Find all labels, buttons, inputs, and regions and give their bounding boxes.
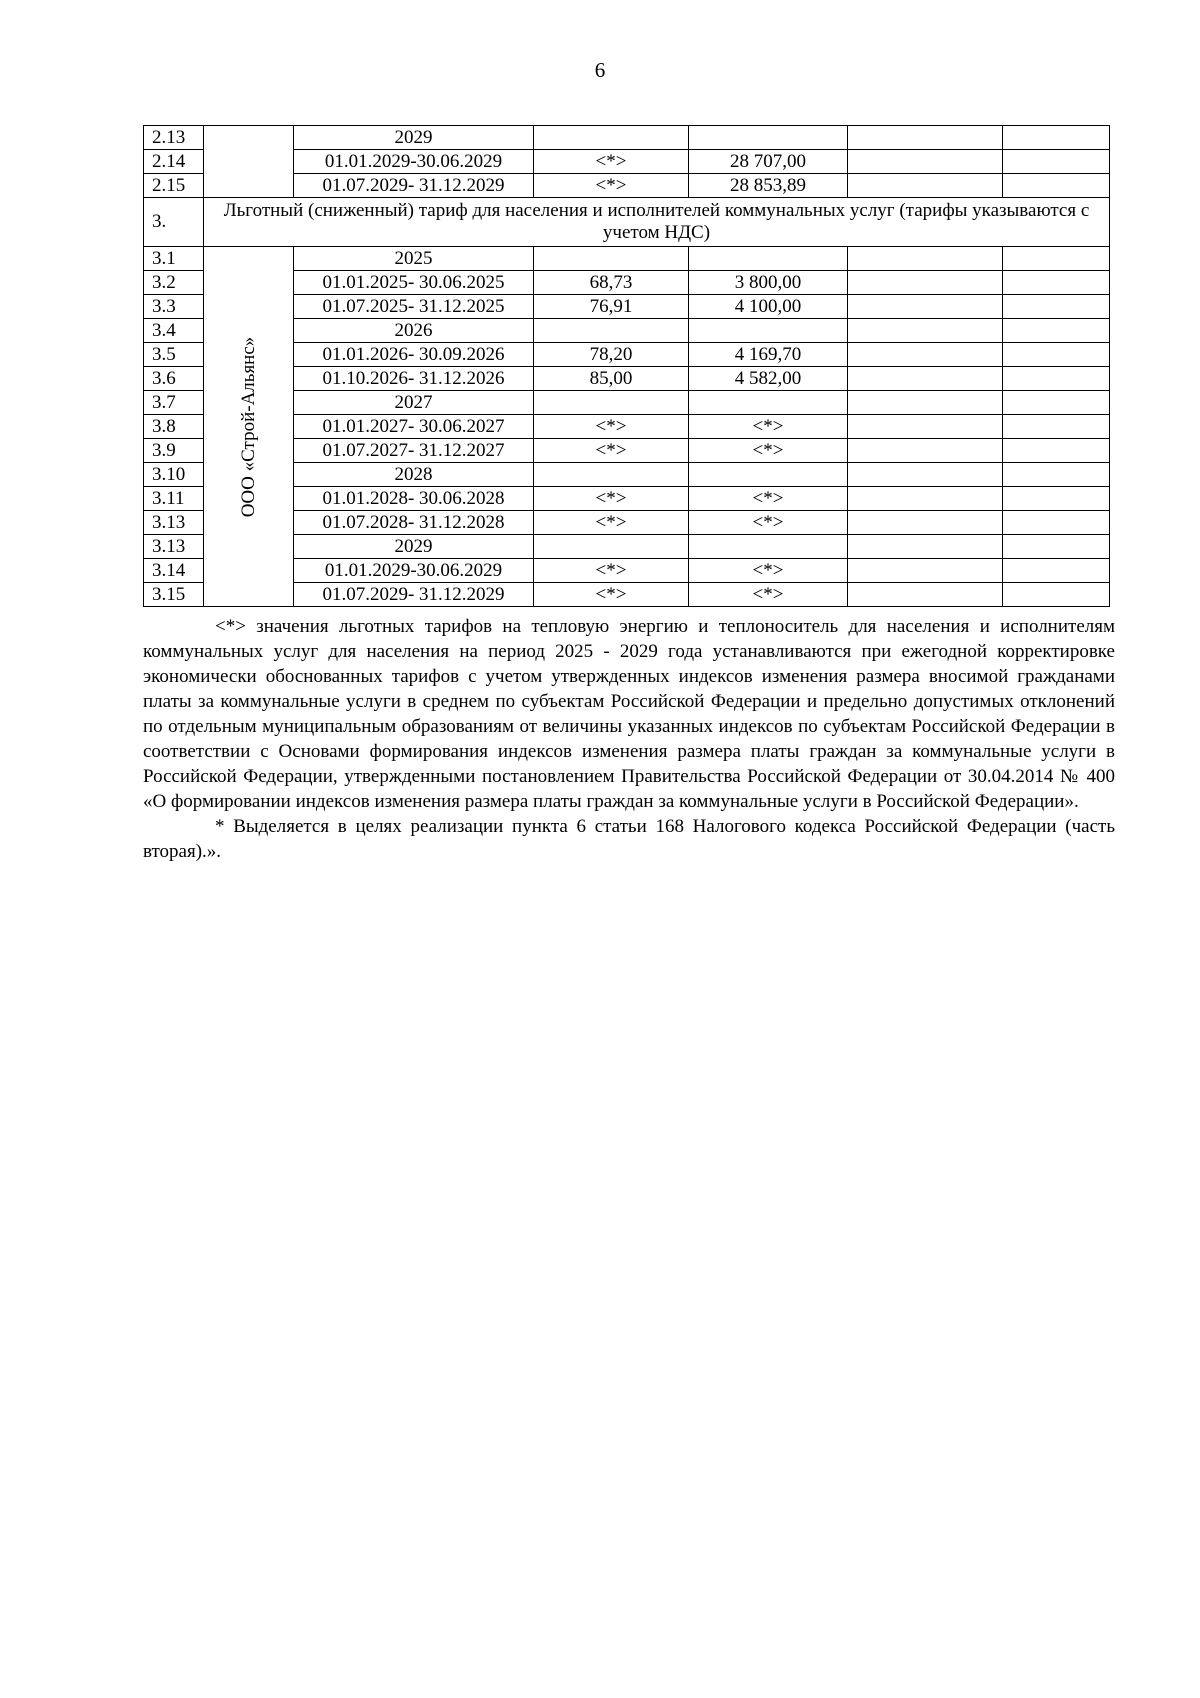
- empty-cell: [848, 150, 1003, 174]
- row-number: 3.4: [144, 319, 204, 343]
- footnote-tariff-values: <*> значения льготных тарифов на тепловую энергию и теплоноситель для населения и исполнителям коммунальных услуг для населения на период 2025 - 2029 года устанавливаются при ежегодной корректировке экономически обоснованных тарифов с учетом утвержденных индексов изменения размера вносимой гражданами платы за коммунальные услуги в среднем по субъектам Российской Федерации и предельно допустимых отклонений по отдельным муниципальным образованиям от величины указанных индексов по субъектам Российской Федерации в соответствии с Основами формирования индексов изменения размера платы граждан за коммунальные услуги в Российской Федерации, утвержденными постановлением Правительства Российской Федерации от 30.04.2014 № 400 «О формировании индексов изменения размера платы граждан за коммунальные услуги в Российской Федерации».: [143, 616, 1115, 812]
- footnotes: [143, 614, 1115, 864]
- tariff-value-2: [689, 126, 848, 150]
- row-number: 3.8: [144, 415, 204, 439]
- tariff-value-1: <*>: [534, 487, 689, 511]
- tariff-value-1: [534, 391, 689, 415]
- organization-cell: [204, 247, 294, 607]
- row-number: 3.7: [144, 391, 204, 415]
- tariff-value-1: [534, 126, 689, 150]
- table-row: [144, 126, 1110, 150]
- tariff-value-2: <*>: [689, 439, 848, 463]
- tariff-value-1: 76,91: [534, 295, 689, 319]
- row-number: 2.13: [144, 126, 204, 150]
- period-cell: 01.07.2027- 31.12.2027: [294, 439, 534, 463]
- tariff-value-1: <*>: [534, 174, 689, 198]
- tariff-value-2: 4 169,70: [689, 343, 848, 367]
- row-number: 3.1: [144, 247, 204, 271]
- tariff-value-2: 3 800,00: [689, 271, 848, 295]
- empty-cell: [1003, 391, 1110, 415]
- row-number: 3.10: [144, 463, 204, 487]
- empty-cell: [848, 559, 1003, 583]
- empty-cell: [848, 511, 1003, 535]
- period-cell: 01.01.2026- 30.09.2026: [294, 343, 534, 367]
- tariff-value-1: <*>: [534, 150, 689, 174]
- tariff-value-2: [689, 247, 848, 271]
- tariff-value-2: 28 853,89: [689, 174, 848, 198]
- table-row: [144, 247, 1110, 271]
- period-cell: 01.07.2029- 31.12.2029: [294, 583, 534, 607]
- empty-cell: [848, 247, 1003, 271]
- empty-cell: [848, 343, 1003, 367]
- empty-cell: [848, 391, 1003, 415]
- row-number: 2.14: [144, 150, 204, 174]
- tariff-value-2: 28 707,00: [689, 150, 848, 174]
- period-cell: 01.10.2026- 31.12.2026: [294, 367, 534, 391]
- tariff-value-1: <*>: [534, 511, 689, 535]
- empty-cell: [1003, 583, 1110, 607]
- empty-cell: [1003, 439, 1110, 463]
- empty-cell: [1003, 271, 1110, 295]
- period-cell: 2025: [294, 247, 534, 271]
- empty-cell: [1003, 295, 1110, 319]
- tariff-value-2: <*>: [689, 559, 848, 583]
- tariff-value-1: 85,00: [534, 367, 689, 391]
- empty-cell: [848, 319, 1003, 343]
- tariff-value-2: <*>: [689, 487, 848, 511]
- tariff-value-2: [689, 463, 848, 487]
- row-number: 3.14: [144, 559, 204, 583]
- empty-cell: [1003, 150, 1110, 174]
- period-cell: 01.01.2029-30.06.2029: [294, 559, 534, 583]
- tariff-value-2: [689, 319, 848, 343]
- period-cell: 01.07.2028- 31.12.2028: [294, 511, 534, 535]
- empty-cell: [1003, 319, 1110, 343]
- page-number: 6: [594, 58, 606, 82]
- row-number: 3.11: [144, 487, 204, 511]
- period-cell: 2026: [294, 319, 534, 343]
- tariff-value-1: [534, 463, 689, 487]
- tariff-value-1: 68,73: [534, 271, 689, 295]
- tariff-value-1: <*>: [534, 559, 689, 583]
- empty-cell: [1003, 174, 1110, 198]
- tariff-value-2: [689, 535, 848, 559]
- empty-cell: [1003, 511, 1110, 535]
- empty-cell: [1003, 559, 1110, 583]
- empty-cell: [1003, 126, 1110, 150]
- empty-cell: [848, 126, 1003, 150]
- empty-cell: [1003, 463, 1110, 487]
- tariff-value-1: [534, 247, 689, 271]
- period-cell: 01.01.2027- 30.06.2027: [294, 415, 534, 439]
- row-number: 3.6: [144, 367, 204, 391]
- empty-cell: [848, 439, 1003, 463]
- empty-cell: [848, 295, 1003, 319]
- row-number: 3.9: [144, 439, 204, 463]
- section-number: 3.: [144, 198, 204, 247]
- period-cell: 2028: [294, 463, 534, 487]
- empty-cell: [848, 415, 1003, 439]
- empty-cell: [1003, 343, 1110, 367]
- row-number: 3.3: [144, 295, 204, 319]
- tariff-value-2: <*>: [689, 583, 848, 607]
- tariff-value-1: <*>: [534, 415, 689, 439]
- period-cell: 2029: [294, 126, 534, 150]
- empty-cell: [848, 463, 1003, 487]
- tariff-value-1: [534, 535, 689, 559]
- tariff-value-2: 4 582,00: [689, 367, 848, 391]
- empty-cell: [848, 535, 1003, 559]
- section-header-row: [144, 198, 1110, 247]
- empty-cell: [848, 367, 1003, 391]
- tariff-value-2: 4 100,00: [689, 295, 848, 319]
- tariff-value-2: [689, 391, 848, 415]
- tariff-value-2: <*>: [689, 511, 848, 535]
- row-number: 3.5: [144, 343, 204, 367]
- organization-name: ООО «Строй-Альянс»: [237, 336, 259, 517]
- period-cell: 01.07.2029- 31.12.2029: [294, 174, 534, 198]
- footnote-vat: * Выделяется в целях реализации пункта 6 статьи 168 Налогового кодекса Российской Федерации (часть вторая).».: [143, 816, 1115, 862]
- empty-cell: [848, 174, 1003, 198]
- period-cell: 01.01.2028- 30.06.2028: [294, 487, 534, 511]
- section-title: Льготный (сниженный) тариф для населения и исполнителей коммунальных услуг (тарифы указываются с учетом НДС): [204, 198, 1110, 247]
- row-number: 3.15: [144, 583, 204, 607]
- empty-cell: [1003, 247, 1110, 271]
- tariff-value-1: 78,20: [534, 343, 689, 367]
- empty-cell: [848, 487, 1003, 511]
- period-cell: 01.07.2025- 31.12.2025: [294, 295, 534, 319]
- empty-cell: [1003, 415, 1110, 439]
- period-cell: 2027: [294, 391, 534, 415]
- row-number: 2.15: [144, 174, 204, 198]
- tariff-value-1: [534, 319, 689, 343]
- tariff-value-1: <*>: [534, 583, 689, 607]
- empty-cell: [848, 583, 1003, 607]
- empty-cell: [1003, 367, 1110, 391]
- empty-cell: [1003, 487, 1110, 511]
- row-number: 3.13: [144, 511, 204, 535]
- row-number: 3.13: [144, 535, 204, 559]
- period-cell: 2029: [294, 535, 534, 559]
- period-cell: 01.01.2029-30.06.2029: [294, 150, 534, 174]
- org-cell-empty: [204, 126, 294, 198]
- tariff-value-2: <*>: [689, 415, 848, 439]
- empty-cell: [1003, 535, 1110, 559]
- empty-cell: [848, 271, 1003, 295]
- row-number: 3.2: [144, 271, 204, 295]
- tariff-value-1: <*>: [534, 439, 689, 463]
- period-cell: 01.01.2025- 30.06.2025: [294, 271, 534, 295]
- tariff-table: [143, 125, 1110, 607]
